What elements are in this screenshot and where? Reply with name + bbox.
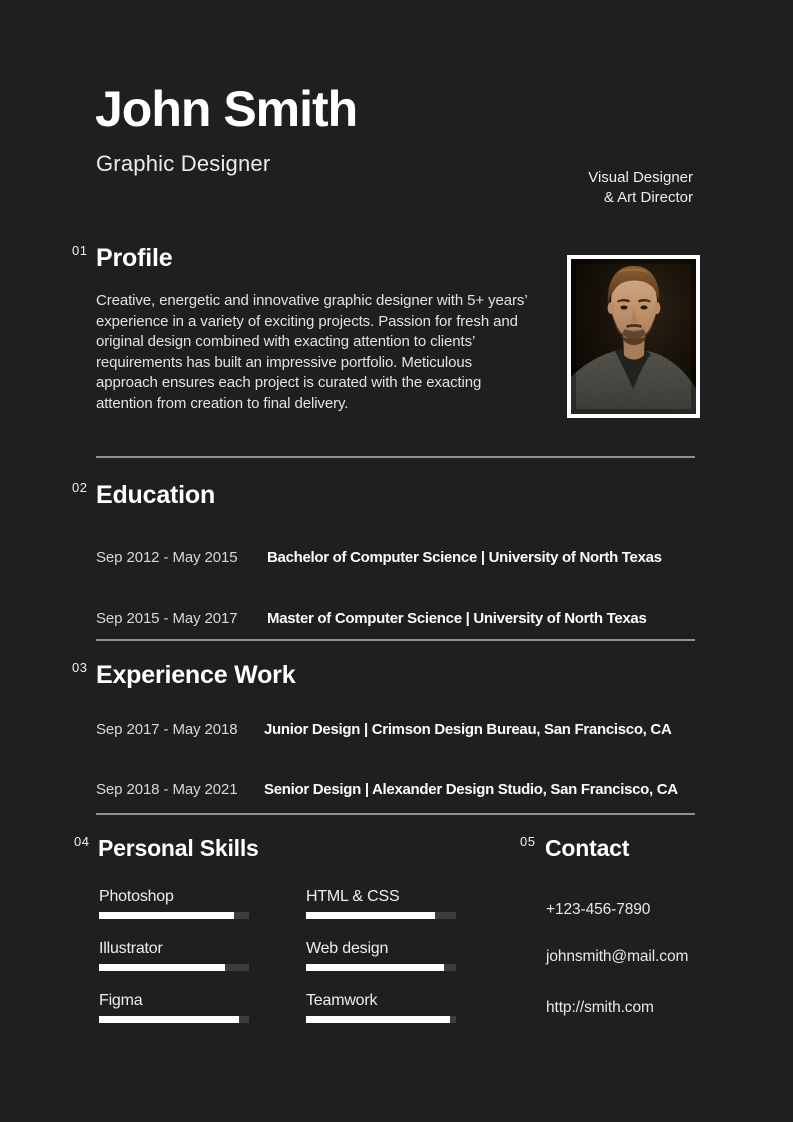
skill-bar-track bbox=[306, 912, 456, 919]
skill-label: Photoshop bbox=[99, 888, 174, 905]
section-number-skills: 04 bbox=[74, 834, 90, 849]
skill-bar-track bbox=[99, 964, 249, 971]
skill-label: Figma bbox=[99, 992, 143, 1009]
skill-bar-fill bbox=[99, 964, 225, 971]
experience-row-dates: Sep 2018 - May 2021 bbox=[96, 781, 238, 798]
education-row-detail: Bachelor of Computer Science | University of North Texas bbox=[267, 549, 662, 566]
section-heading-experience: Experience Work bbox=[96, 661, 296, 689]
education-row-dates: Sep 2012 - May 2015 bbox=[96, 549, 238, 566]
profile-photo bbox=[567, 255, 700, 418]
divider-education-experience bbox=[96, 639, 695, 641]
skill-bar-track bbox=[99, 912, 249, 919]
skill-bar-fill bbox=[306, 1016, 450, 1023]
skill-label: Teamwork bbox=[306, 992, 378, 1009]
skill-bar-track bbox=[306, 964, 456, 971]
section-number-profile: 01 bbox=[72, 243, 88, 258]
skill-label: Web design bbox=[306, 940, 389, 957]
skill-item bbox=[99, 992, 249, 1023]
skill-item bbox=[306, 940, 456, 971]
person-tagline bbox=[588, 168, 693, 208]
contact-email[interactable]: johnsmith@mail.com bbox=[546, 948, 689, 965]
skill-item bbox=[306, 992, 456, 1023]
section-heading-profile: Profile bbox=[96, 244, 173, 272]
skill-item bbox=[99, 940, 249, 971]
contact-website[interactable]: http://smith.com bbox=[546, 999, 654, 1016]
skill-label: Illustrator bbox=[99, 940, 163, 957]
person-name: John Smith bbox=[95, 81, 358, 137]
section-number-experience: 03 bbox=[72, 660, 88, 675]
skill-label: HTML & CSS bbox=[306, 888, 400, 905]
divider-profile-education bbox=[96, 456, 695, 458]
skill-bar-fill bbox=[99, 912, 234, 919]
contact-phone: +123-456-7890 bbox=[546, 901, 651, 918]
section-number-education: 02 bbox=[72, 480, 88, 495]
tagline-line-2: & Art Director bbox=[603, 189, 693, 206]
skill-item bbox=[99, 888, 249, 919]
section-heading-contact: Contact bbox=[545, 835, 630, 861]
profile-photo-image bbox=[571, 259, 696, 414]
tagline-line-1: Visual Designer bbox=[588, 169, 693, 186]
experience-row-dates: Sep 2017 - May 2018 bbox=[96, 721, 238, 738]
section-heading-education: Education bbox=[96, 481, 216, 509]
person-job-title: Graphic Designer bbox=[96, 151, 271, 176]
experience-row-detail: Junior Design | Crimson Design Bureau, San Francisco, CA bbox=[264, 721, 672, 738]
skill-bar-track bbox=[306, 1016, 456, 1023]
skill-bar-fill bbox=[306, 964, 444, 971]
skill-bar-fill bbox=[99, 1016, 239, 1023]
experience-row-detail: Senior Design | Alexander Design Studio, San Francisco, CA bbox=[264, 781, 678, 798]
education-row-dates: Sep 2015 - May 2017 bbox=[96, 610, 238, 627]
skill-item bbox=[306, 888, 456, 919]
divider-experience-skills bbox=[96, 813, 695, 815]
skill-bar-track bbox=[99, 1016, 249, 1023]
education-row-detail: Master of Computer Science | University of North Texas bbox=[267, 610, 647, 627]
skill-bar-fill bbox=[306, 912, 435, 919]
section-heading-skills: Personal Skills bbox=[98, 835, 259, 861]
section-number-contact: 05 bbox=[520, 834, 536, 849]
profile-summary-text: Creative, energetic and innovative graphic designer with 5+ years’ experience in a variety of exciting projects. Passion for fresh and original design combined with exacting attention to clients’ requirements has built an impressive portfolio. Meticulous approach ensures each project is curated with the exacting attention from creation to final delivery. bbox=[96, 292, 528, 412]
